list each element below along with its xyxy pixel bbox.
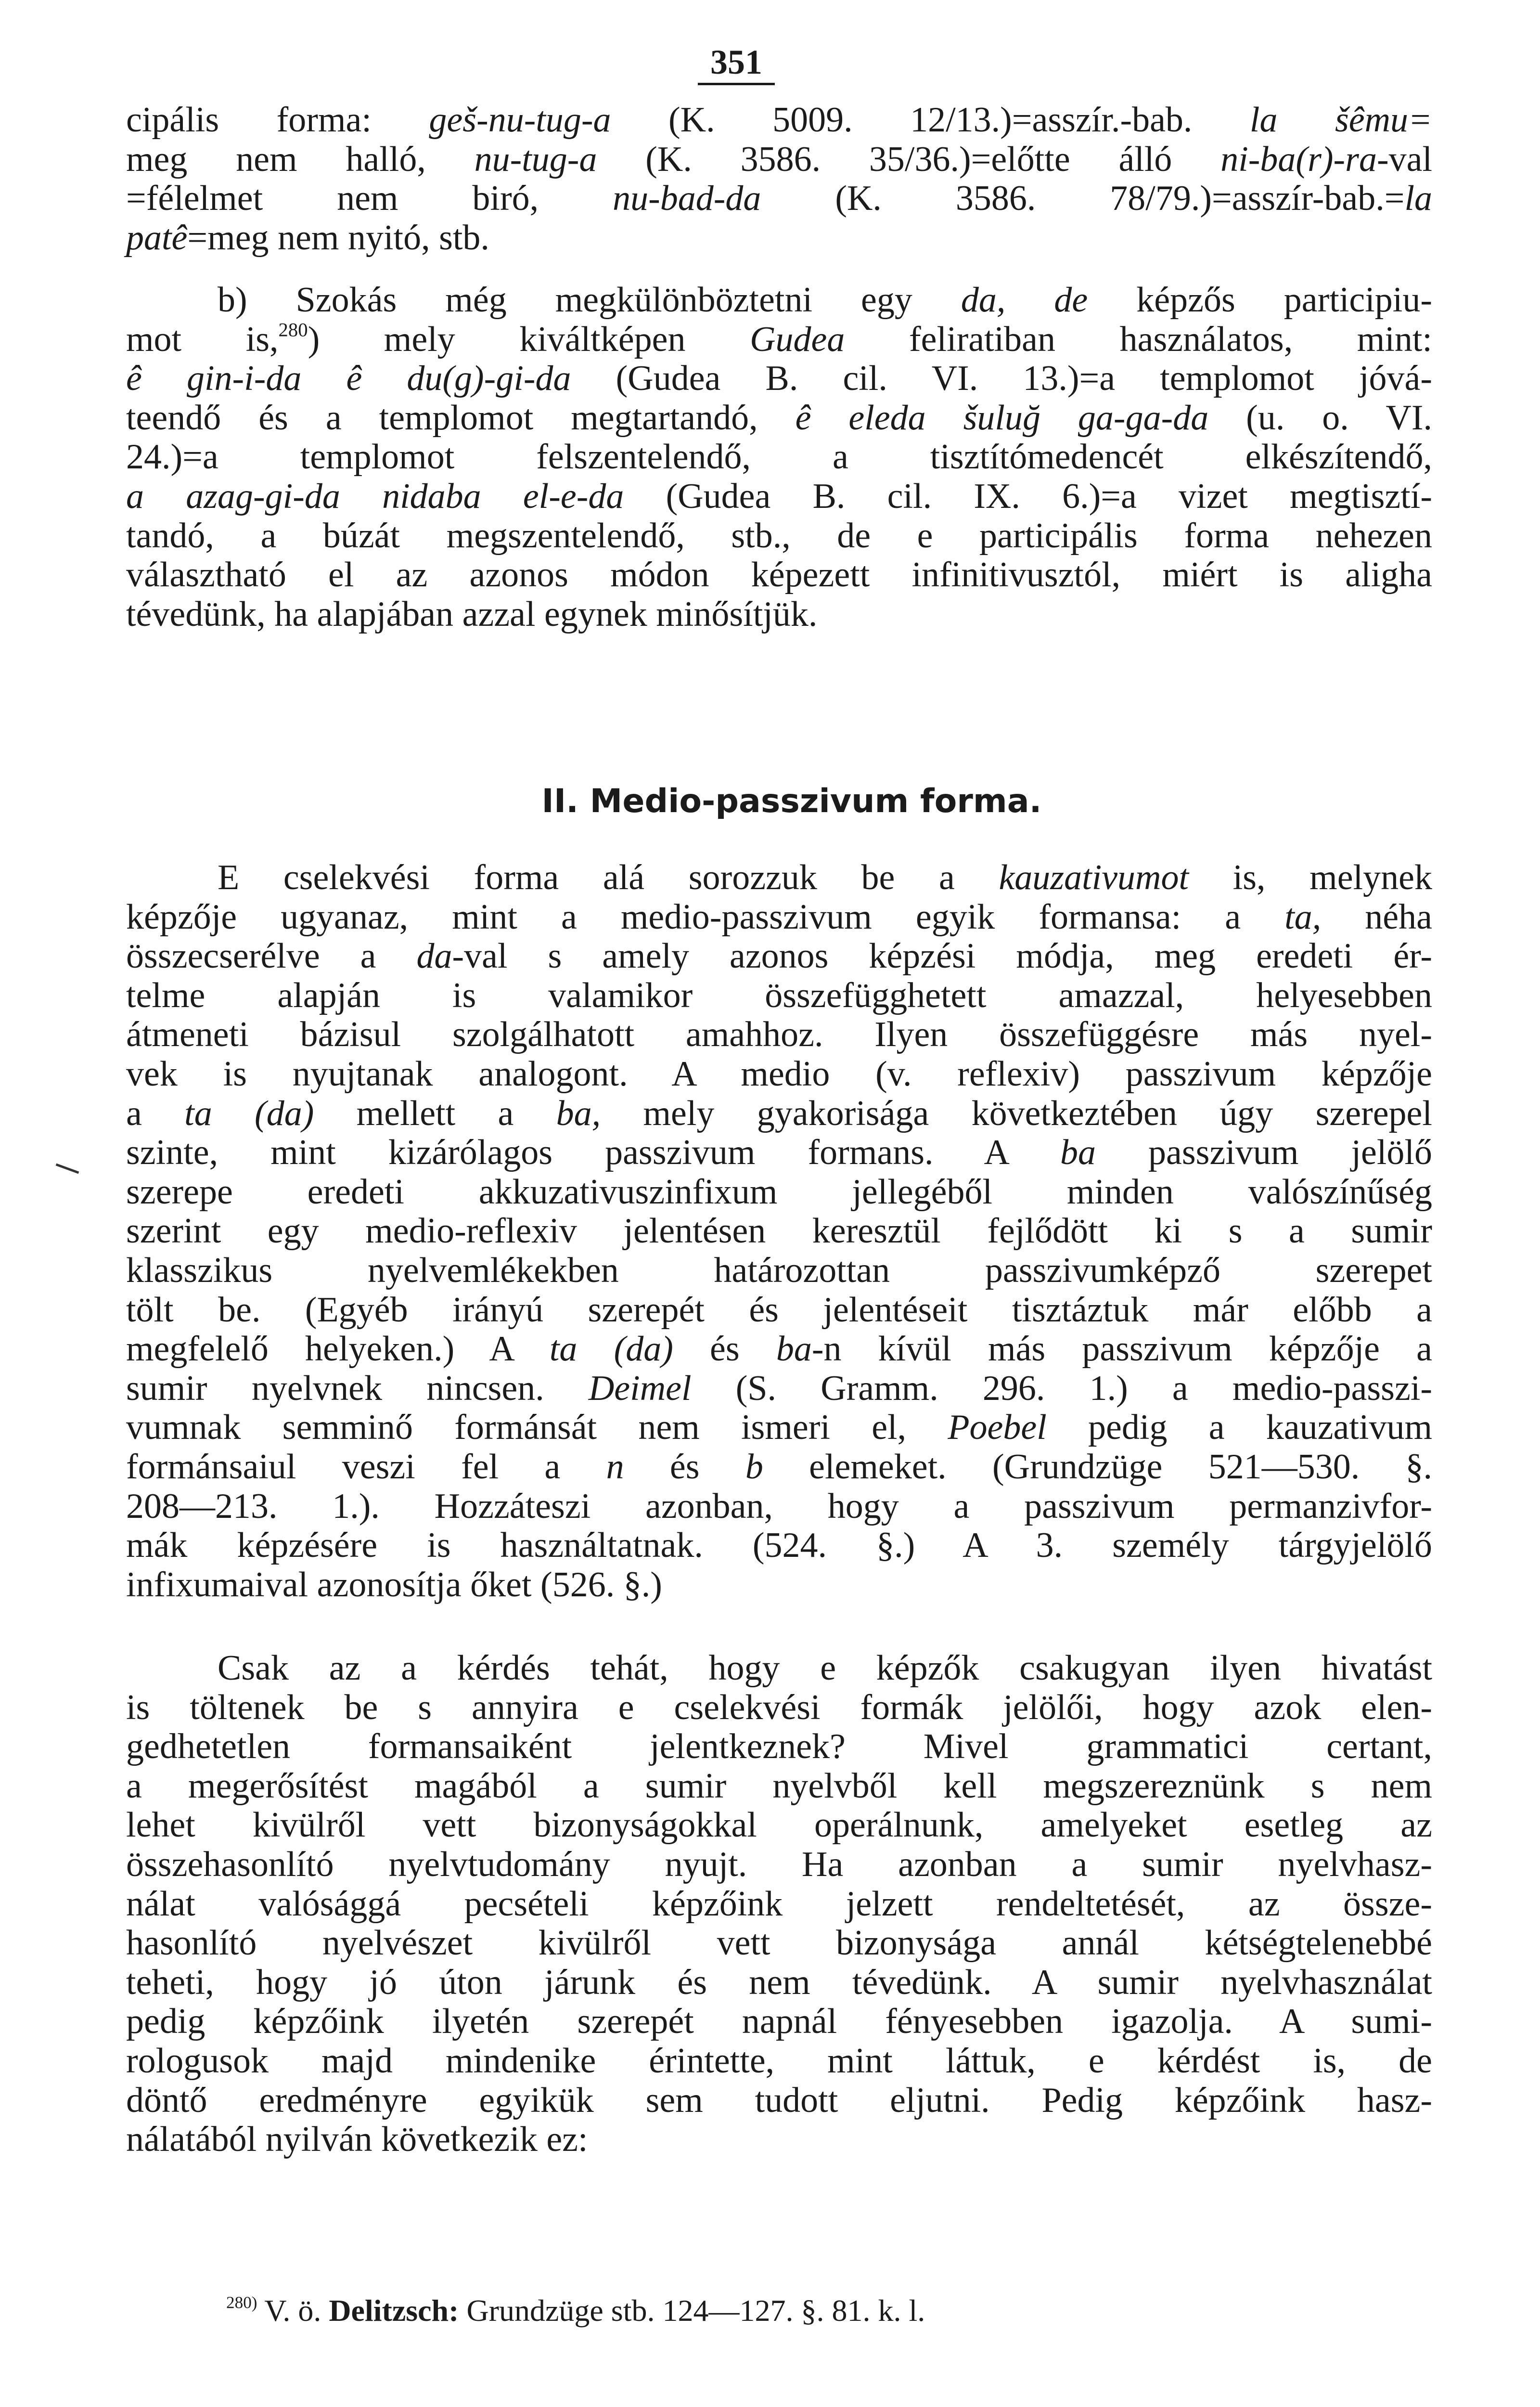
section-heading: II. Medio-passzivum forma. <box>541 782 1042 820</box>
page-number: 351 <box>710 43 762 81</box>
text-run: szerint egy medio-reflexiv jelentésen keresztül fejlődött ki s a sumir <box>126 1211 1432 1251</box>
text-line <box>126 1133 1432 1173</box>
text-run: (Gudea B. cil. VI. 13.)=a templomot jóvá- <box>571 359 1432 399</box>
text-line <box>126 1330 1432 1369</box>
italic-term: ta (da) <box>184 1093 314 1133</box>
italic-term: a azag-gi-da nidaba el-e-da <box>126 476 624 516</box>
text-run: választható el az azonos módon képezett infinitivusztól, miért is aligha <box>126 555 1432 595</box>
text-run: klasszikus nyelvemlékekben határozottan passzivumképző szerepet <box>126 1250 1432 1290</box>
margin-pencil-mark <box>56 1164 79 1174</box>
text-line <box>126 1526 1432 1566</box>
text-line <box>126 858 1432 898</box>
text-run: teendő és a templomot megtartandó, <box>126 398 796 438</box>
text-run: képzős participiu- <box>1088 280 1432 320</box>
text-line <box>126 1566 1432 1605</box>
text-run: formánsaiul veszi fel a <box>126 1447 606 1487</box>
footnote-pre: V. ö. <box>257 2293 329 2328</box>
page-number-underline <box>698 83 775 85</box>
text-run: (Gudea B. cil. IX. 6.)=a vizet megtisztí- <box>624 476 1432 516</box>
italic-term: da, de <box>961 280 1088 320</box>
text-run: (K. 3586. 78/79.)=asszír-bab.= <box>761 179 1405 219</box>
text-line <box>126 595 1432 634</box>
italic-term: nu-tug-a <box>474 139 597 179</box>
text-line <box>126 1885 1432 1924</box>
italic-term: geš-nu-tug-a <box>429 100 611 140</box>
text-run: feliratiban használatos, mint: <box>845 319 1432 359</box>
italic-term: ba <box>1060 1133 1096 1173</box>
text-line <box>126 179 1432 219</box>
text-line <box>126 359 1432 399</box>
italic-term: la <box>1404 179 1432 219</box>
italic-term: patê <box>126 218 188 258</box>
text-run: hasonlító nyelvészet kivülről vett bizonysága annál kétségtelenebbé <box>126 1923 1432 1963</box>
italic-term: da <box>416 936 452 976</box>
text-run: képzője ugyanaz, mint a medio-passzivum egyik formansa: a <box>126 897 1285 937</box>
text-run: telme alapján is valamikor összefügghetett amazzal, helyesebben <box>126 975 1432 1015</box>
text-line <box>126 1448 1432 1487</box>
italic-term: ê gin-i-da ê du(g)-gi-da <box>126 359 571 399</box>
text-run: tölt be. (Egyéb irányú szerepét és jelentéseit tisztáztuk már előbb a <box>126 1290 1432 1330</box>
text-run: nálat valósággá pecsételi képzőink jelzett rendeltetését, az össze- <box>126 1884 1432 1924</box>
text-line <box>126 2042 1432 2081</box>
text-line <box>126 281 1432 320</box>
text-line <box>126 399 1432 438</box>
italic-term: ê eleda šuluğ ga-ga-da <box>795 398 1209 438</box>
text-run: lehet kivülről vett bizonyságokkal operálnunk, amelyeket esetleg az <box>126 1805 1432 1845</box>
text-run: is töltenek be s annyira e cselekvési formák jelölői, hogy azok elen- <box>126 1687 1432 1727</box>
text-line <box>126 1963 1432 2003</box>
text-run: átmeneti bázisul szolgálhatott amahhoz. Ilyen összefüggésre más nyel- <box>126 1015 1432 1055</box>
italic-term: Deimel <box>588 1368 692 1408</box>
text-run: a <box>126 1093 185 1133</box>
text-run: rologusok majd mindenike érintette, mint láttuk, e kérdést is, de <box>126 2041 1432 2081</box>
text-line <box>126 2120 1432 2160</box>
text-run: 24.)=a templomot felszentelendő, a tisztítómedencét elkészítendő, <box>126 437 1432 477</box>
text-line <box>126 140 1432 180</box>
text-line <box>126 1291 1432 1330</box>
text-line <box>126 1767 1432 1806</box>
text-run: b) Szokás még megkülönböztetni egy <box>218 280 961 320</box>
text-run: -n kívül más passzivum képzője a <box>811 1329 1432 1369</box>
text-run: cipális forma: <box>126 100 429 140</box>
text-run: passzivum jelölő <box>1095 1133 1432 1173</box>
italic-term: nu-bad-da <box>613 179 761 219</box>
text-run: és <box>624 1447 745 1487</box>
text-line <box>126 477 1432 517</box>
text-line <box>126 1806 1432 1845</box>
text-run: (u. o. VI. <box>1208 398 1433 438</box>
text-run: és <box>673 1329 776 1369</box>
footnote-mark: 280) <box>226 2293 257 2312</box>
text-run: elemeket. (Grundzüge 521—530. §. <box>763 1447 1432 1487</box>
italic-term: ba <box>776 1329 812 1369</box>
text-line <box>126 1924 1432 1963</box>
text-run: tandó, a búzát megszentelendő, stb., de e participális forma nehezen <box>126 516 1432 556</box>
italic-term: kauzativumot <box>999 858 1189 897</box>
text-line <box>126 1649 1432 1688</box>
text-run: (K. 5009. 12/13.)=asszír.-bab. <box>611 100 1250 140</box>
text-run: döntő eredményre egyikük sem tudott eljutni. Pedig képzőink hasz- <box>126 2080 1432 2120</box>
text-line <box>126 898 1432 937</box>
text-line <box>126 1369 1432 1409</box>
italic-term: n <box>606 1447 624 1487</box>
text-run: összehasonlító nyelvtudomány nyujt. Ha azonban a sumir nyelvhasz- <box>126 1844 1432 1884</box>
text-line <box>126 1688 1432 1728</box>
paragraph-causative <box>126 858 1432 1605</box>
text-line <box>126 556 1432 595</box>
italic-term: Gudea <box>750 319 845 359</box>
text-run: (S. Gramm. 296. 1.) a medio-passzi- <box>691 1368 1432 1408</box>
footnote-text: Grundzüge stb. 124—127. §. 81. k. l. <box>459 2293 925 2328</box>
text-run: összecserélve a <box>126 936 417 976</box>
text-run: mely gyakorisága következtében úgy szerepel <box>601 1093 1432 1133</box>
paragraph-question <box>126 1649 1432 2160</box>
text-line <box>126 2081 1432 2121</box>
text-run: infixumaival azonosítja őket (526. §.) <box>126 1565 662 1605</box>
italic-term: ta (da) <box>549 1329 673 1369</box>
paragraph-b-participle <box>126 281 1432 634</box>
text-line <box>126 1173 1432 1212</box>
italic-term: ni-ba(r)-ra <box>1220 139 1377 179</box>
text-run: Csak az a kérdés tehát, hogy e képzők csakugyan ilyen hivatást <box>218 1648 1432 1688</box>
text-run: =félelmet nem biró, <box>126 179 613 219</box>
text-run: néha <box>1321 897 1432 937</box>
text-run: E cselekvési forma alá sorozzuk be a <box>218 858 999 897</box>
text-line <box>126 219 1432 258</box>
text-run: -val <box>1376 139 1432 179</box>
text-run: megfelelő helyeken.) A <box>126 1329 550 1369</box>
text-line <box>126 976 1432 1016</box>
text-line <box>126 1845 1432 1885</box>
text-line <box>126 937 1432 976</box>
text-run: vek is nyujtanak analogont. A medio (v. reflexiv) passzivum képzője <box>126 1054 1432 1094</box>
text-run: nálatából nyilván következik ez: <box>126 2120 588 2160</box>
text-line <box>126 1487 1432 1527</box>
footnote-reference: 280 <box>278 319 308 341</box>
text-run: pedig a kauzativum <box>1046 1408 1433 1448</box>
text-run: sumir nyelvnek nincsen. <box>126 1368 589 1408</box>
text-line <box>126 1015 1432 1055</box>
text-line <box>126 1251 1432 1291</box>
italic-term: la šêmu= <box>1249 100 1432 140</box>
text-run: =meg nem nyitó, stb. <box>187 218 489 258</box>
text-run: mellett a <box>314 1093 556 1133</box>
text-run: (K. 3586. 35/36.)=előtte álló <box>597 139 1221 179</box>
text-run: teheti, hogy jó úton járunk és nem tévedünk. A sumir nyelvhasználat <box>126 1962 1432 2002</box>
text-line <box>126 1408 1432 1448</box>
text-line <box>126 1727 1432 1767</box>
paragraph-continuation <box>126 101 1432 258</box>
text-run: meg nem halló, <box>126 139 475 179</box>
text-run: is, melynek <box>1189 858 1432 897</box>
text-run: ) mely kiváltképen <box>308 319 750 359</box>
text-line <box>126 2002 1432 2042</box>
italic-term: ta, <box>1284 897 1322 937</box>
italic-term: ba, <box>556 1093 601 1133</box>
text-run: gedhetetlen formansaiként jelentkeznek? Mivel grammatici certant, <box>126 1727 1432 1767</box>
text-line <box>126 320 1432 360</box>
text-run: szerepe eredeti akkuzativuszinfixum jellegéből minden valószínűség <box>126 1172 1432 1212</box>
text-line <box>126 1055 1432 1094</box>
text-run: pedig képzőink ilyetén szerepét napnál fényesebben igazolja. A sumi- <box>126 2002 1432 2042</box>
text-run: vumnak semminő formánsát nem ismeri el, <box>126 1408 948 1448</box>
text-run: 208—213. 1.). Hozzáteszi azonban, hogy a passzivum permanzivfor- <box>126 1486 1432 1526</box>
text-line <box>126 517 1432 556</box>
text-line <box>126 438 1432 477</box>
footnote <box>226 2292 925 2329</box>
italic-term: Poebel <box>948 1408 1047 1448</box>
footnote-author: Delitzsch: <box>329 2293 459 2328</box>
text-run: -val s amely azonos képzési módja, meg eredeti ér- <box>452 936 1432 976</box>
text-line <box>126 1094 1432 1134</box>
text-run: mot is, <box>126 319 279 359</box>
text-line <box>126 101 1432 140</box>
text-run: mák képzésére is használtatnak. (524. §.) A 3. személy tárgyjelölő <box>126 1526 1432 1566</box>
text-run: szinte, mint kizárólagos passzivum formans. A <box>126 1133 1060 1173</box>
text-run: tévedünk, ha alapjában azzal egynek minősítjük. <box>126 594 818 634</box>
text-run: a megerősítést magából a sumir nyelvből kell megszereznünk s nem <box>126 1766 1432 1806</box>
text-line <box>126 1212 1432 1251</box>
italic-term: b <box>745 1447 763 1487</box>
